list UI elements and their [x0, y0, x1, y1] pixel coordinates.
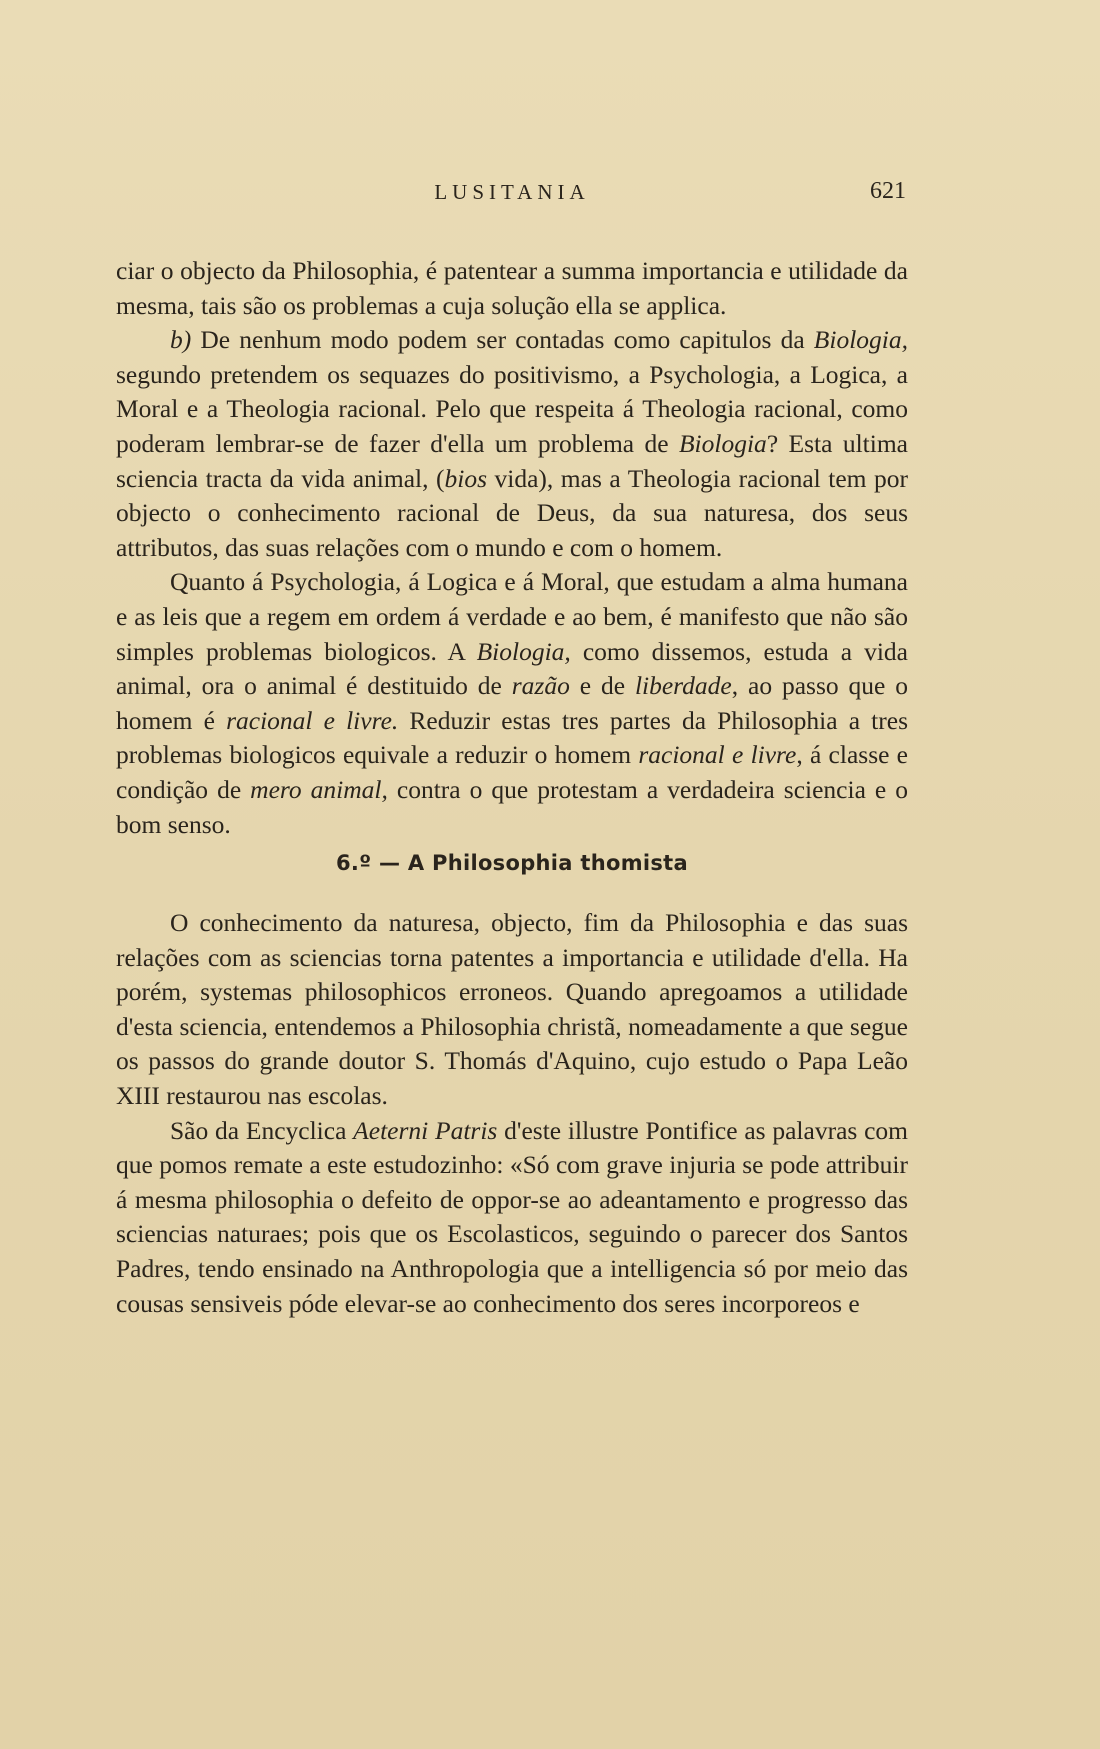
paragraph-span: b) [170, 325, 192, 355]
paragraph-span: Reduzir estas tres partes da Philosophia a tres problemas biologicos equivale a reduzir o homem [116, 705, 908, 770]
paragraph-span: vida), mas a Theologia racional tem por objecto o conhecimento racional de Deus, da sua naturesa, dos seus attributos, das suas relações com o mundo e com o homem. [116, 463, 908, 562]
section-heading: 6.º — A Philosophia thomista [336, 851, 688, 876]
body-text [116, 254, 908, 1321]
paragraph-span: Biologia, [476, 636, 571, 666]
paragraph-span: São da Encyclica [170, 1115, 354, 1145]
paragraph-span: mero animal, [250, 774, 388, 804]
running-title: LUSITANIA [434, 180, 590, 204]
paragraph-span: bios [444, 463, 488, 493]
paragraph-span: Quanto á Psychologia, á Logica e á Moral, que estudam a alma humana e as leis que a regem em ordem á verdade e ao bem, é manifesto que não são simples problemas biologicos. A [116, 567, 908, 666]
paragraph-span: , ao passo que o homem é [116, 671, 909, 735]
paragraph-span: , á classe e condição de [116, 740, 908, 804]
paragraph-span: razão [511, 671, 570, 701]
paragraph-span: Biologia, [813, 325, 908, 355]
paragraph [116, 323, 908, 565]
paragraph-span: contra o que protestam a verdadeira sciencia e o bom senso. [116, 774, 908, 839]
paragraph-span: e de [569, 671, 635, 701]
paragraph-span: De nenhum modo podem ser contadas como capitulos da [191, 325, 814, 355]
paragraph-span: segundo pretendem os sequazes do positivismo, a Psychologia, a Logica, a Moral e a Theologia racional. Pelo que respeita á Theologia racional, como poderam lembrar-se de fazer d'ella um problema de [116, 359, 908, 458]
paragraph-span: d'este illustre Pontifice as palavras com que pomos remate a este estudozinho: «Só com grave injuria se pode attribuir á mesma philosophia o defeito de oppor-se ao adeantamento e progresso das sciencias naturaes; pois que os Escolasticos, seguindo o parecer dos Santos Padres, tendo ensinado na Anthropologia que a intelligencia só por meio das cousas sensiveis póde elevar-se ao conhecimento dos seres incorporeos e [116, 1115, 908, 1318]
page-number: 621 [870, 178, 906, 204]
paragraph-span: Aeterni Patris [353, 1115, 498, 1145]
paragraph-span: racional e livre. [226, 705, 399, 735]
paragraph-span: racional e livre [638, 740, 797, 770]
paragraph-span: como dissemos, estuda a vida animal, ora o animal é destituido de [116, 636, 908, 701]
paragraph [116, 565, 908, 842]
paragraph-span: Biologia [678, 428, 767, 458]
paragraph: ciar o objecto da Philosophia, é patentear a summa importancia e utilidade da mesma, tais são os problemas a cuja solução ella se applica. [116, 256, 908, 320]
paragraph [116, 1114, 908, 1322]
paragraph-span: ? Esta ultima sciencia tracta da vida animal, ( [116, 428, 908, 493]
paragraph: O conhecimento da naturesa, objecto, fim da Philosophia e das suas relações com as sciencias torna patentes a importancia e utilidade d'ella. Ha porém, systemas philosophicos erroneos. Quando apregoamos a utilidade d'esta sciencia, entendemos a Philosophia christã, nomeadamente a que segue os passos do grande doutor S. Thomás d'Aquino, cujo estudo o Papa Leão XIII restaurou nas escolas. [116, 908, 908, 1111]
paragraph-span: liberdade [634, 671, 732, 701]
running-head [118, 178, 906, 208]
